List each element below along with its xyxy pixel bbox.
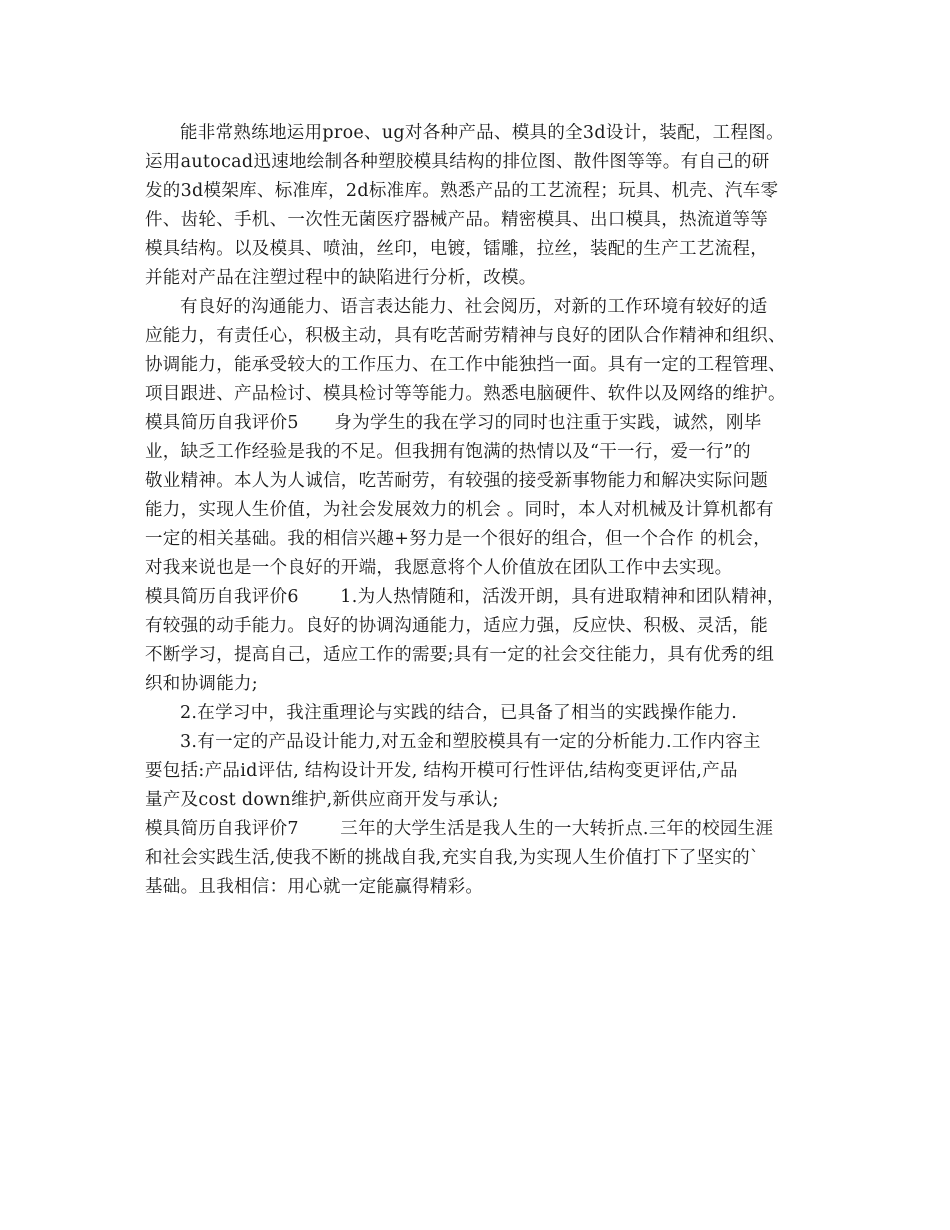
text-line: 基础。且我相信：用心就一定能赢得精彩。 (145, 877, 484, 897)
text-line: 并能对产品在注塑过程中的缺陷进行分析，改模。 (145, 268, 537, 288)
text-line: 模具结构。以及模具、喷油，丝印，电镀，镭雕，拉丝，装配的生产工艺流程， (145, 239, 768, 259)
text-line: 能非常熟练地运用proe、ug对各种产品、模具的全3d设计，装配，工程图。 (180, 123, 784, 143)
text-line: 有良好的沟通能力、语言表达能力、社会阅历，对新的工作环境有较好的适 (180, 297, 768, 317)
text-line: 和社会实践生活,使我不断的挑战自我,充实自我,为实现人生价值打下了坚实的` (145, 848, 760, 868)
text-line: 敬业精神。本人为人诚信，吃苦耐劳，有较强的接受新事物能力和解决实际问题 (145, 471, 768, 491)
text-line: 2.在学习中，我注重理论与实践的结合，已具备了相当的实践操作能力. (180, 703, 738, 723)
text-line: 量产及cost down维护,新供应商开发与承认; (145, 790, 499, 810)
section-heading-line: 模具简历自我评价6 1.为人热情随和，活泼开朗，具有进取精神和团队精神， (145, 587, 785, 607)
text-line: 3.有一定的产品设计能力,对五金和塑胶模具有一定的分析能力.工作内容主 (180, 732, 761, 752)
text-line: 要包括:产品id评估, 结构设计开发, 结构开模可行性评估,结构变更评估,产品 (145, 761, 738, 781)
text-line: 应能力，有责任心，积极主动，具有吃苦耐劳精神与良好的团队合作精神和组织、 (145, 326, 786, 346)
text-line: 织和协调能力; (145, 674, 258, 694)
text-line: 件、齿轮、手机、一次性无菌医疗器械产品。精密模具、出口模具，热流道等等 (145, 210, 768, 230)
text-line: 不断学习，提高自己，适应工作的需要;具有一定的社会交往能力，具有优秀的组 (145, 645, 775, 665)
text-line: 一定的相关基础。我的相信兴趣+努力是一个很好的组合，但一个合作 的机会， (145, 529, 772, 549)
text-line: 有较强的动手能力。良好的协调沟通能力，适应力强，反应快、积极、灵活，能 (145, 616, 768, 636)
text-line: 运用autocad迅速地绘制各种塑胶模具结构的排位图、散件图等等。有自己的研 (145, 152, 770, 172)
text-line: 能力，实现人生价值，为社会发展效力的机会 。同时，本人对机械及计算机都有 (145, 500, 774, 520)
section-heading-line: 模具简历自我评价7 三年的大学生活是我人生的一大转折点.三年的校园生涯 (145, 819, 774, 839)
text-line: 业，缺乏工作经验是我的不足。但我拥有饱满的热情以及“干一行，爱一行”的 (145, 442, 751, 462)
text-line: 发的3d模架库、标准库，2d标准库。熟悉产品的工艺流程；玩具、机壳、汽车零 (145, 181, 779, 201)
text-line: 项目跟进、产品检讨、模具检讨等等能力。熟悉电脑硬件、软件以及网络的维护。 (145, 384, 786, 404)
text-line: 协调能力，能承受较大的工作压力、在工作中能独挡一面。具有一定的工程管理、 (145, 355, 786, 375)
section-heading-line: 模具简历自我评价5 身为学生的我在学习的同时也注重于实践，诚然，刚毕 (145, 413, 762, 433)
text-line: 对我来说也是一个良好的开端，我愿意将个人价值放在团队工作中去实现。 (145, 558, 733, 578)
